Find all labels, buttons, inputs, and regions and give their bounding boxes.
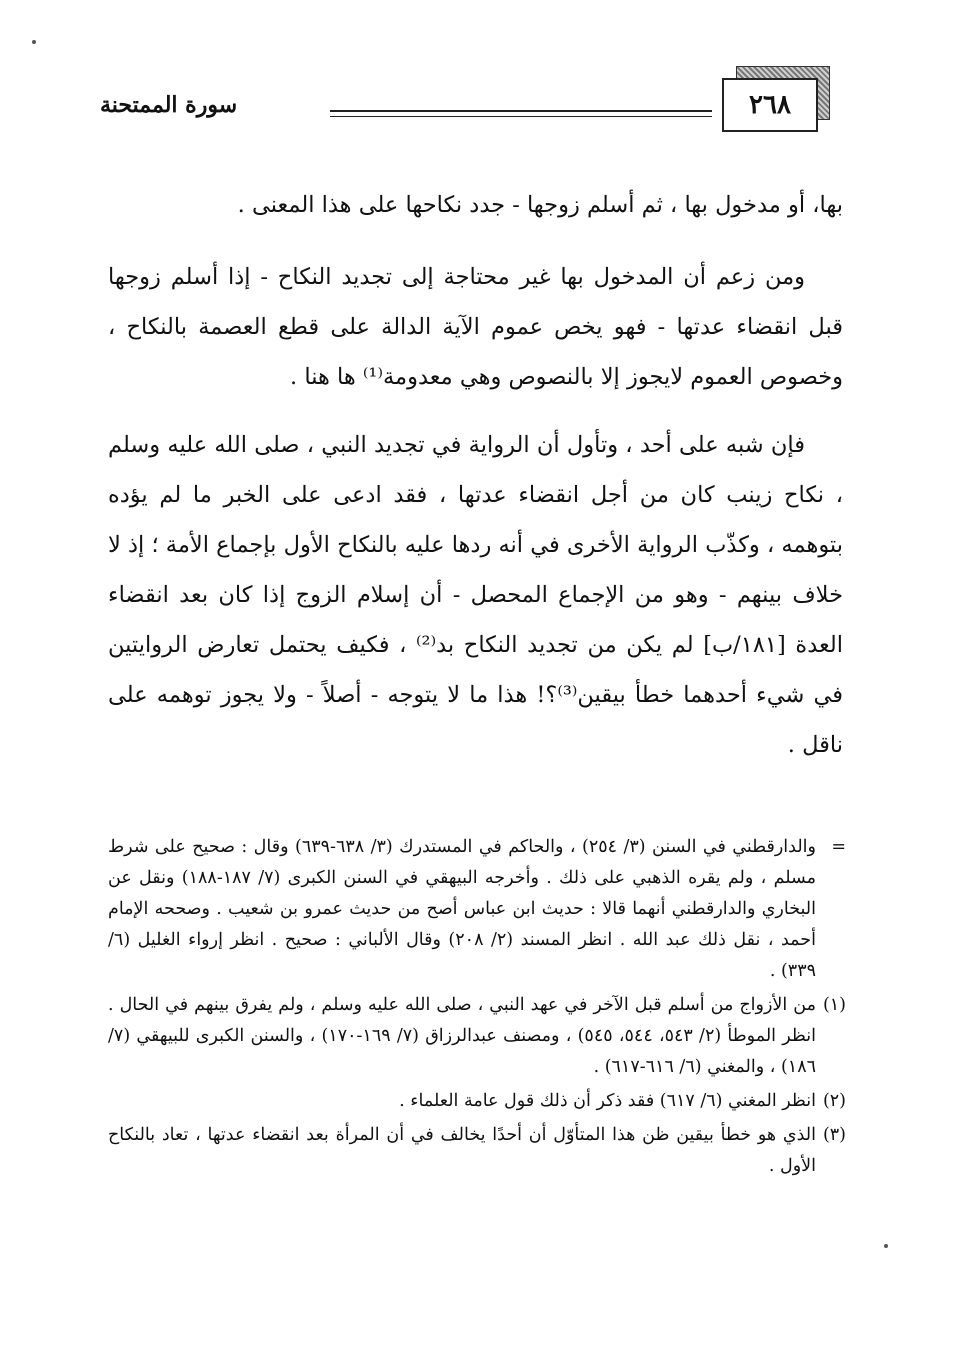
header-rule — [330, 110, 712, 117]
footnote-continuation — [108, 832, 846, 987]
footnote-1 — [108, 990, 846, 1083]
scan-speck — [32, 40, 36, 44]
footnote-text: الذي هو خطأ بيقين ظن هذا المتأوّل أن أحدًا يخالف في أن المرأة بعد انقضاء عدتها ، تعاد بالنكاح الأول . — [108, 1125, 816, 1176]
footnote-text: والدارقطني في السنن (٣/ ٢٥٤) ، والحاكم في المستدرك (٣/ ٦٣٨-٦٣٩) وقال : صحيح على شرط مسلم ، ولم يقره الذهبي على ذلك . وأخرجه البيهقي في السنن الكبرى (٧/ ١٨٧-١٨٨) ونقل عن البخاري والدارقطني أنهما قالا : حديث ابن عباس أصح من حديث عمرو بن شعيب . وصححه الإمام أحمد ، نقل ذلك عبد الله . انظر المسند (٢/ ٢٠٨) وقال الألباني : صحيح . انظر إرواء الغليل (٦/ ٣٣٩) . — [108, 837, 816, 981]
footnote-3 — [108, 1120, 846, 1182]
paragraph-2: ومن زعم أن المدخول بها غير محتاجة إلى تجديد النكاح - إذا أسلم زوجها قبل انقضاء عدتها - فهو يخص عموم الآية الدالة على قطع العصمة بالنكاح ، وخصوص العموم لايجوز إلا بالنصوص وهي معدومة⁽¹⁾ ها هنا . — [108, 264, 843, 390]
footnote-text: انظر المغني (٦/ ٦١٧) فقد ذكر أن ذلك قول عامة العلماء . — [399, 1091, 816, 1111]
footnote-marker: = — [831, 837, 846, 857]
surah-title: سورة الممتحنة — [100, 92, 238, 118]
footnote-marker: (٣) — [822, 1125, 846, 1145]
paragraph-1: بها، أو مدخول بها ، ثم أسلم زوجها - جدد نكاحها على هذا المعنى . — [237, 192, 843, 218]
footnote-marker: (٢) — [822, 1091, 846, 1111]
page-number: ٢٦٨ — [722, 78, 818, 132]
footnote-2 — [108, 1086, 846, 1117]
footnotes — [108, 832, 846, 1185]
footnote-text: من الأزواج من أسلم قبل الآخر في عهد النبي ، صلى الله عليه وسلم ، ولم يفرق بينهم في الحال . انظر الموطأ (٢/ ٥٤٣، ٥٤٤، ٥٤٥) ، ومصنف عبدالرزاق (٧/ ١٦٩-١٧٠) ، والسنن الكبرى للبيهقي (٧/ ١٨٦) ، والمغني (٦/ ٦١٦-٦١٧) . — [108, 995, 816, 1077]
footnote-marker: (١) — [822, 995, 846, 1015]
main-text — [108, 180, 843, 788]
page-header — [100, 62, 840, 152]
paragraph-3: فإن شبه على أحد ، وتأول أن الرواية في تجديد النبي ، صلى الله عليه وسلم ، نكاح زينب كان من أجل انقضاء عدتها ، فقد ادعى على الخبر ما لم يؤده بتوهمه ، وكذّب الرواية الأخرى في أنه ردها عليه بالنكاح الأول بإجماع الأمة ؛ إذ لا خلاف بينهم - وهو من الإجماع المحصل - أن إسلام الزوج إذا كان بعد انقضاء العدة [١٨١/ب] لم يكن من تجديد النكاح بد⁽²⁾ ، فكيف يحتمل تعارض الروايتين في شيء أحدهما خطأ بيقين⁽³⁾؟! هذا ما لا يتوجه - أصلاً - ولا يجوز توهمه على ناقل . — [108, 432, 843, 758]
scan-speck — [884, 1244, 888, 1248]
